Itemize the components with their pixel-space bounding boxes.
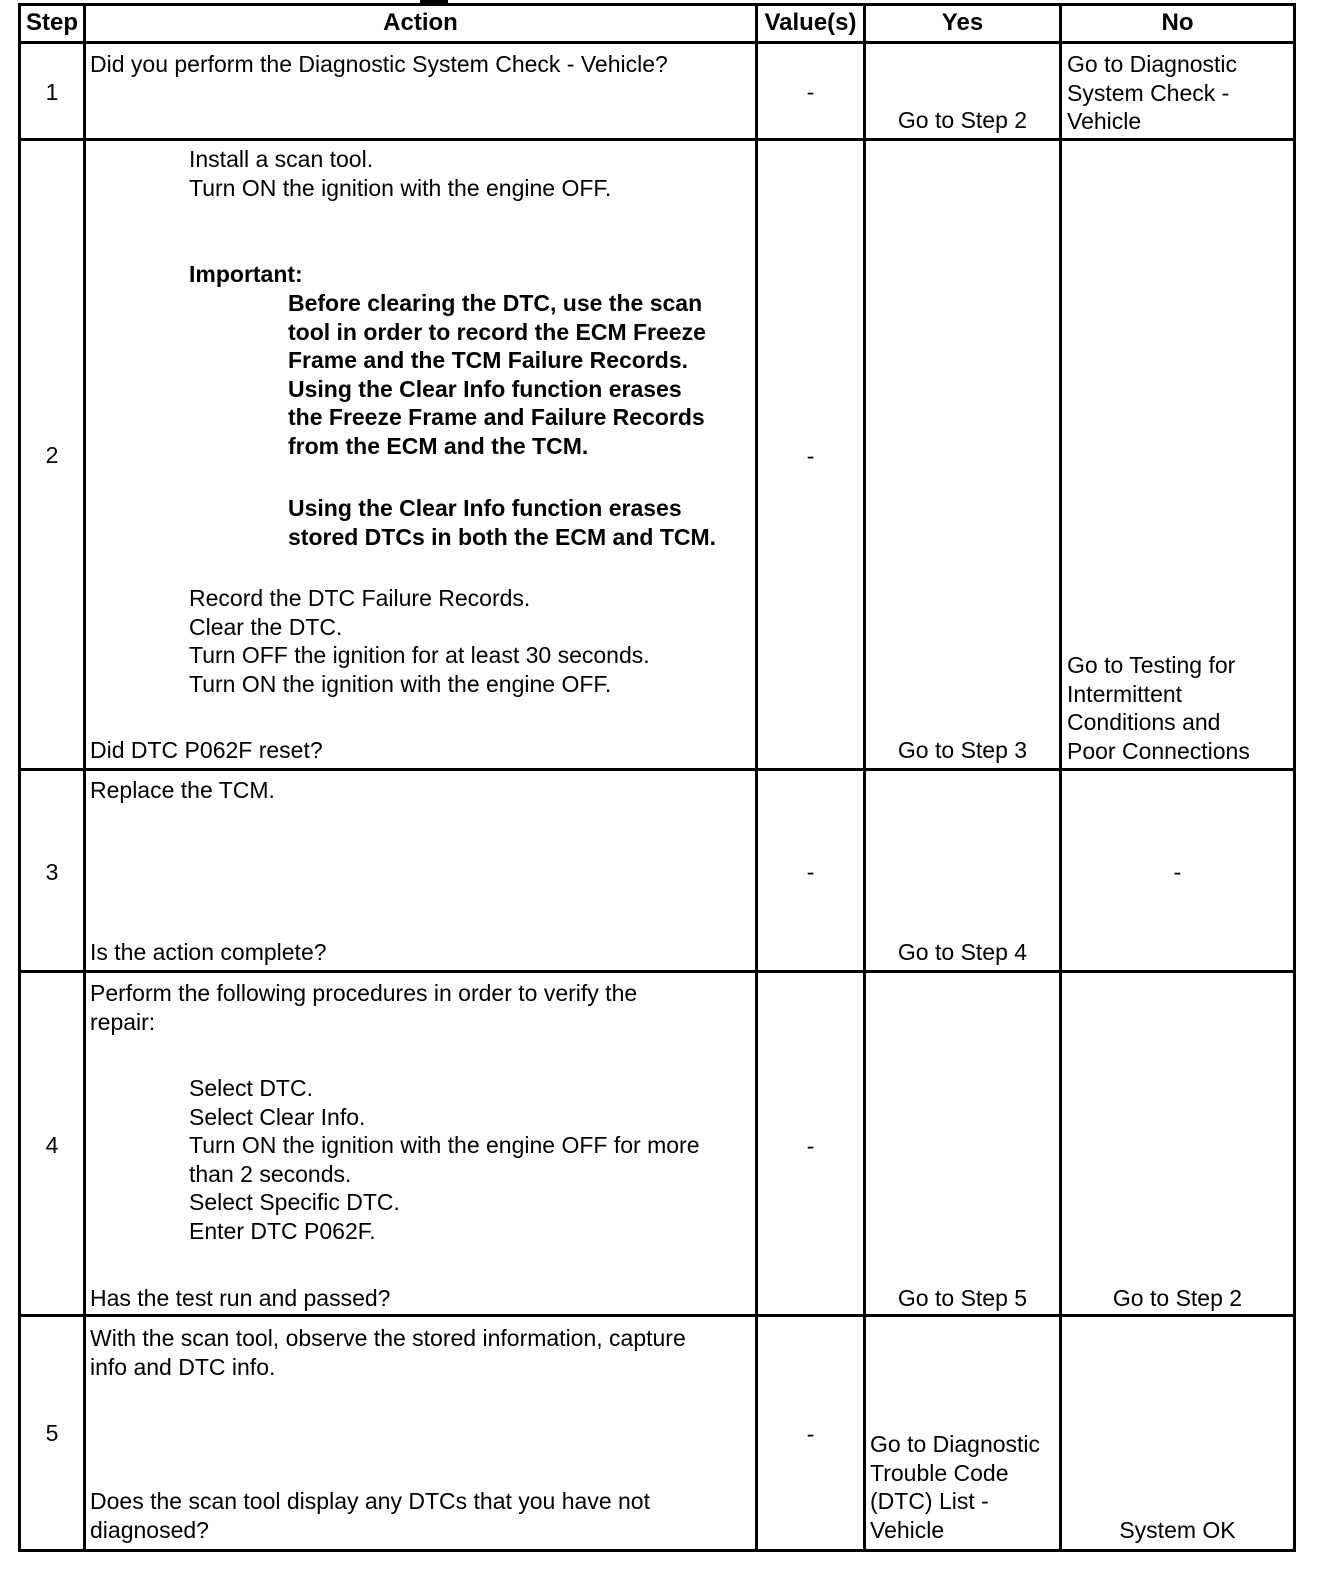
action-step: Enter DTC P062F. [189, 1217, 376, 1244]
important-label: Important: [189, 261, 303, 287]
action-step: Turn ON the ignition with the engine OFF for more [189, 1132, 700, 1159]
action-step: Select Specific DTC. [189, 1189, 400, 1216]
note-line: Before clearing the DTC, use the scan [288, 290, 703, 316]
no-cell [1067, 50, 1237, 136]
header-no: No [1161, 9, 1194, 36]
action-steps [189, 145, 611, 202]
action-step: Turn ON the ignition with the engine OFF. [189, 174, 612, 201]
action-question: Did DTC P062F reset? [90, 737, 323, 763]
yes-line: Vehicle [870, 1516, 945, 1543]
grid-line [18, 768, 1296, 771]
header-action: Action [383, 9, 458, 36]
step-number: 3 [45, 859, 59, 885]
no-cell: System OK [1119, 1517, 1236, 1543]
action-step: than 2 seconds. [189, 1160, 352, 1187]
yes-line: Go to Diagnostic [870, 1431, 1041, 1457]
value-cell: - [806, 1421, 815, 1447]
action-step: Install a scan tool. [189, 146, 374, 172]
value-cell: - [806, 443, 815, 469]
action-step: Turn OFF the ignition for at least 30 seconds. [189, 642, 650, 669]
yes-cell [870, 1430, 1040, 1544]
no-cell: - [1173, 859, 1182, 885]
value-cell: - [806, 1133, 815, 1159]
action-step: Clear the DTC. [189, 613, 343, 640]
action-question: Has the test run and passed? [90, 1285, 391, 1311]
value-cell: - [806, 79, 815, 105]
intro-line: repair: [90, 1008, 156, 1035]
action-question: Is the action complete? [90, 939, 327, 965]
grid-line [18, 3, 21, 1552]
no-line: Go to Testing for [1067, 652, 1236, 678]
no-line: Go to Diagnostic [1067, 51, 1238, 77]
no-line: Poor Connections [1067, 737, 1250, 764]
intro-line: With the scan tool, observe the stored information, capture [90, 1325, 686, 1351]
note-line: tool in order to record the ECM Freeze [288, 318, 706, 345]
note-line: Using the Clear Info function erases [288, 495, 682, 521]
action-step: Turn ON the ignition with the engine OFF. [189, 670, 612, 697]
header-step: Step [25, 9, 78, 36]
grid-line [755, 3, 758, 1552]
yes-cell: Go to Step 3 [897, 737, 1028, 763]
grid-line [18, 41, 1296, 44]
important-note [288, 494, 716, 551]
note-line: from the ECM and the TCM. [288, 432, 589, 459]
grid-line [863, 3, 866, 1552]
grid-line [18, 3, 1296, 6]
question-line: Does the scan tool display any DTCs that you have not [90, 1488, 650, 1514]
action-question [90, 1487, 650, 1544]
important-note [288, 289, 706, 461]
no-cell [1067, 651, 1250, 765]
step-number: 1 [45, 79, 59, 105]
grid-line [1059, 3, 1062, 1552]
step-number: 2 [45, 442, 59, 468]
yes-cell: Go to Step 4 [897, 939, 1028, 965]
value-cell: - [806, 859, 815, 885]
action-step: Select Clear Info. [189, 1103, 366, 1130]
action-instruction: Replace the TCM. [90, 777, 275, 803]
note-line: Frame and the TCM Failure Records. [288, 347, 689, 374]
step-number: 4 [45, 1132, 59, 1158]
no-line: Conditions and [1067, 709, 1221, 736]
action-steps [189, 1074, 699, 1246]
action-step: Record the DTC Failure Records. [189, 585, 531, 611]
yes-cell: Go to Step 2 [897, 107, 1028, 133]
grid-line [18, 1314, 1296, 1317]
no-line: Vehicle [1067, 108, 1142, 135]
action-question: Did you perform the Diagnostic System Check - Vehicle? [90, 51, 668, 77]
step-number: 5 [45, 1420, 59, 1446]
grid-line [18, 1549, 1296, 1552]
action-steps [189, 584, 650, 698]
intro-line: info and DTC info. [90, 1353, 276, 1380]
note-line: stored DTCs in both the ECM and TCM. [288, 523, 717, 550]
header-yes: Yes [941, 9, 984, 36]
grid-line [1293, 3, 1296, 1552]
yes-line: (DTC) List - [870, 1488, 989, 1515]
question-line: diagnosed? [90, 1516, 209, 1543]
action-intro [90, 1324, 686, 1381]
no-line: System Check - [1067, 79, 1230, 106]
action-step: Select DTC. [189, 1075, 313, 1101]
note-line: the Freeze Frame and Failure Records [288, 404, 705, 431]
yes-line: Trouble Code [870, 1459, 1009, 1486]
yes-cell: Go to Step 5 [897, 1285, 1028, 1311]
no-line: Intermittent [1067, 680, 1183, 707]
grid-line [18, 970, 1296, 973]
header-values: Value(s) [764, 9, 857, 36]
note-line: Using the Clear Info function erases [288, 375, 682, 402]
intro-line: Perform the following procedures in order to verify the [90, 980, 638, 1006]
action-intro [90, 979, 637, 1036]
grid-line [18, 138, 1296, 141]
grid-line [83, 3, 86, 1552]
no-cell: Go to Step 2 [1112, 1285, 1243, 1311]
